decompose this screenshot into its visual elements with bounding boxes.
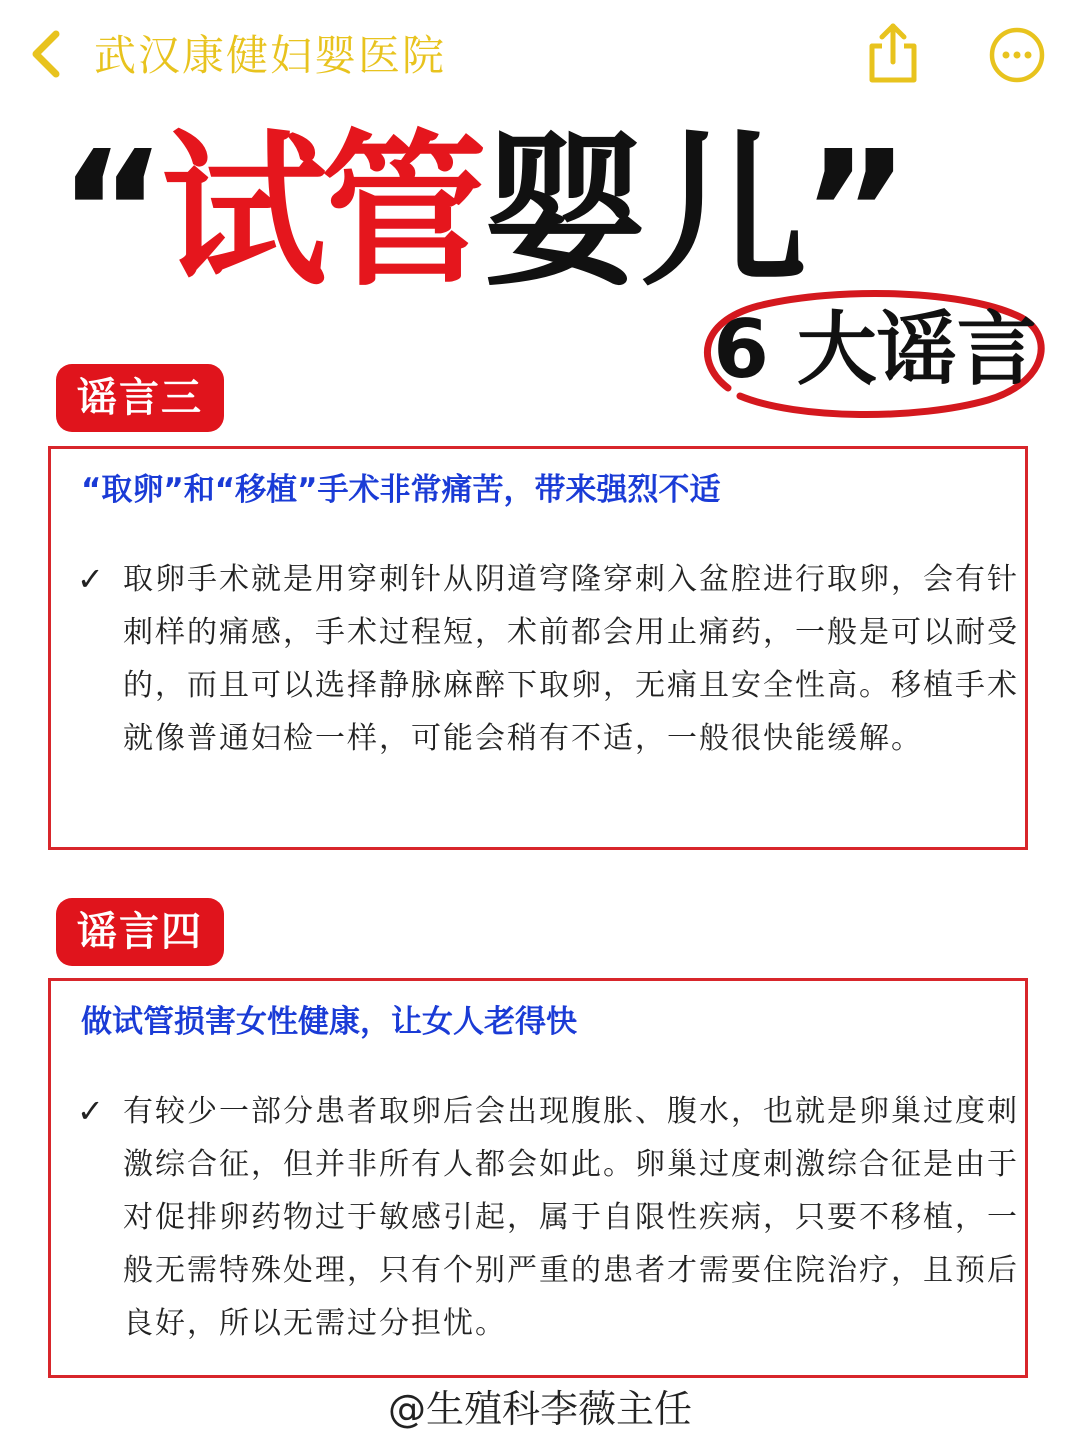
- headline-red-text: 试管: [161, 116, 482, 309]
- headline-close-quote: ”: [801, 116, 905, 309]
- page-title: 武汉康健妇婴医院: [94, 31, 447, 80]
- myth-title-4: 做试管损害女性健康，让女人老得快: [81, 1004, 577, 1040]
- myth-tag-4: 谣言四: [56, 898, 224, 966]
- author-credit: @生殖科李薇主任: [387, 1387, 692, 1431]
- check-icon: ✓: [77, 560, 104, 598]
- check-icon: ✓: [77, 1092, 104, 1130]
- headline: [58, 118, 904, 308]
- myth-title-3: “取卵”和“移植”手术非常痛苦，带来强烈不适: [81, 472, 721, 508]
- more-button[interactable]: [988, 26, 1046, 84]
- chevron-left-icon: [22, 22, 72, 86]
- myth-count-label: 6 大谣言: [713, 303, 1037, 396]
- myth-body-3: 取卵手术就是用穿刺针从阴道穹隆穿刺入盆腔进行取卵，会有针刺样的痛感，手术过程短，术前都会用止痛药，一般是可以耐受的，而且可以选择静脉麻醉下取卵，无痛且安全性高。移植手术就像普通妇检一样，可能会稍有不适，一般很快能缓解。: [123, 562, 1019, 756]
- headline-open-quote: “: [58, 116, 162, 309]
- more-icon: [988, 26, 1046, 84]
- top-bar: [0, 0, 1080, 110]
- headline-black-text: 婴儿: [481, 116, 802, 309]
- myth-card-4: [48, 978, 1028, 1378]
- share-button[interactable]: [862, 20, 924, 86]
- myth-tag-3: 谣言三: [56, 364, 224, 432]
- share-icon: [862, 20, 924, 86]
- back-button[interactable]: [22, 22, 72, 86]
- myth-card-3: [48, 446, 1028, 850]
- myth-body-4: 有较少一部分患者取卵后会出现腹胀、腹水，也就是卵巢过度刺激综合征，但并非所有人都会如此。卵巢过度刺激综合征是由于对促排卵药物过于敏感引起，属于自限性疾病，只要不移植，一般无需特殊处理，只有个别严重的患者才需要住院治疗，且预后良好，所以无需过分担忧。: [123, 1094, 1019, 1341]
